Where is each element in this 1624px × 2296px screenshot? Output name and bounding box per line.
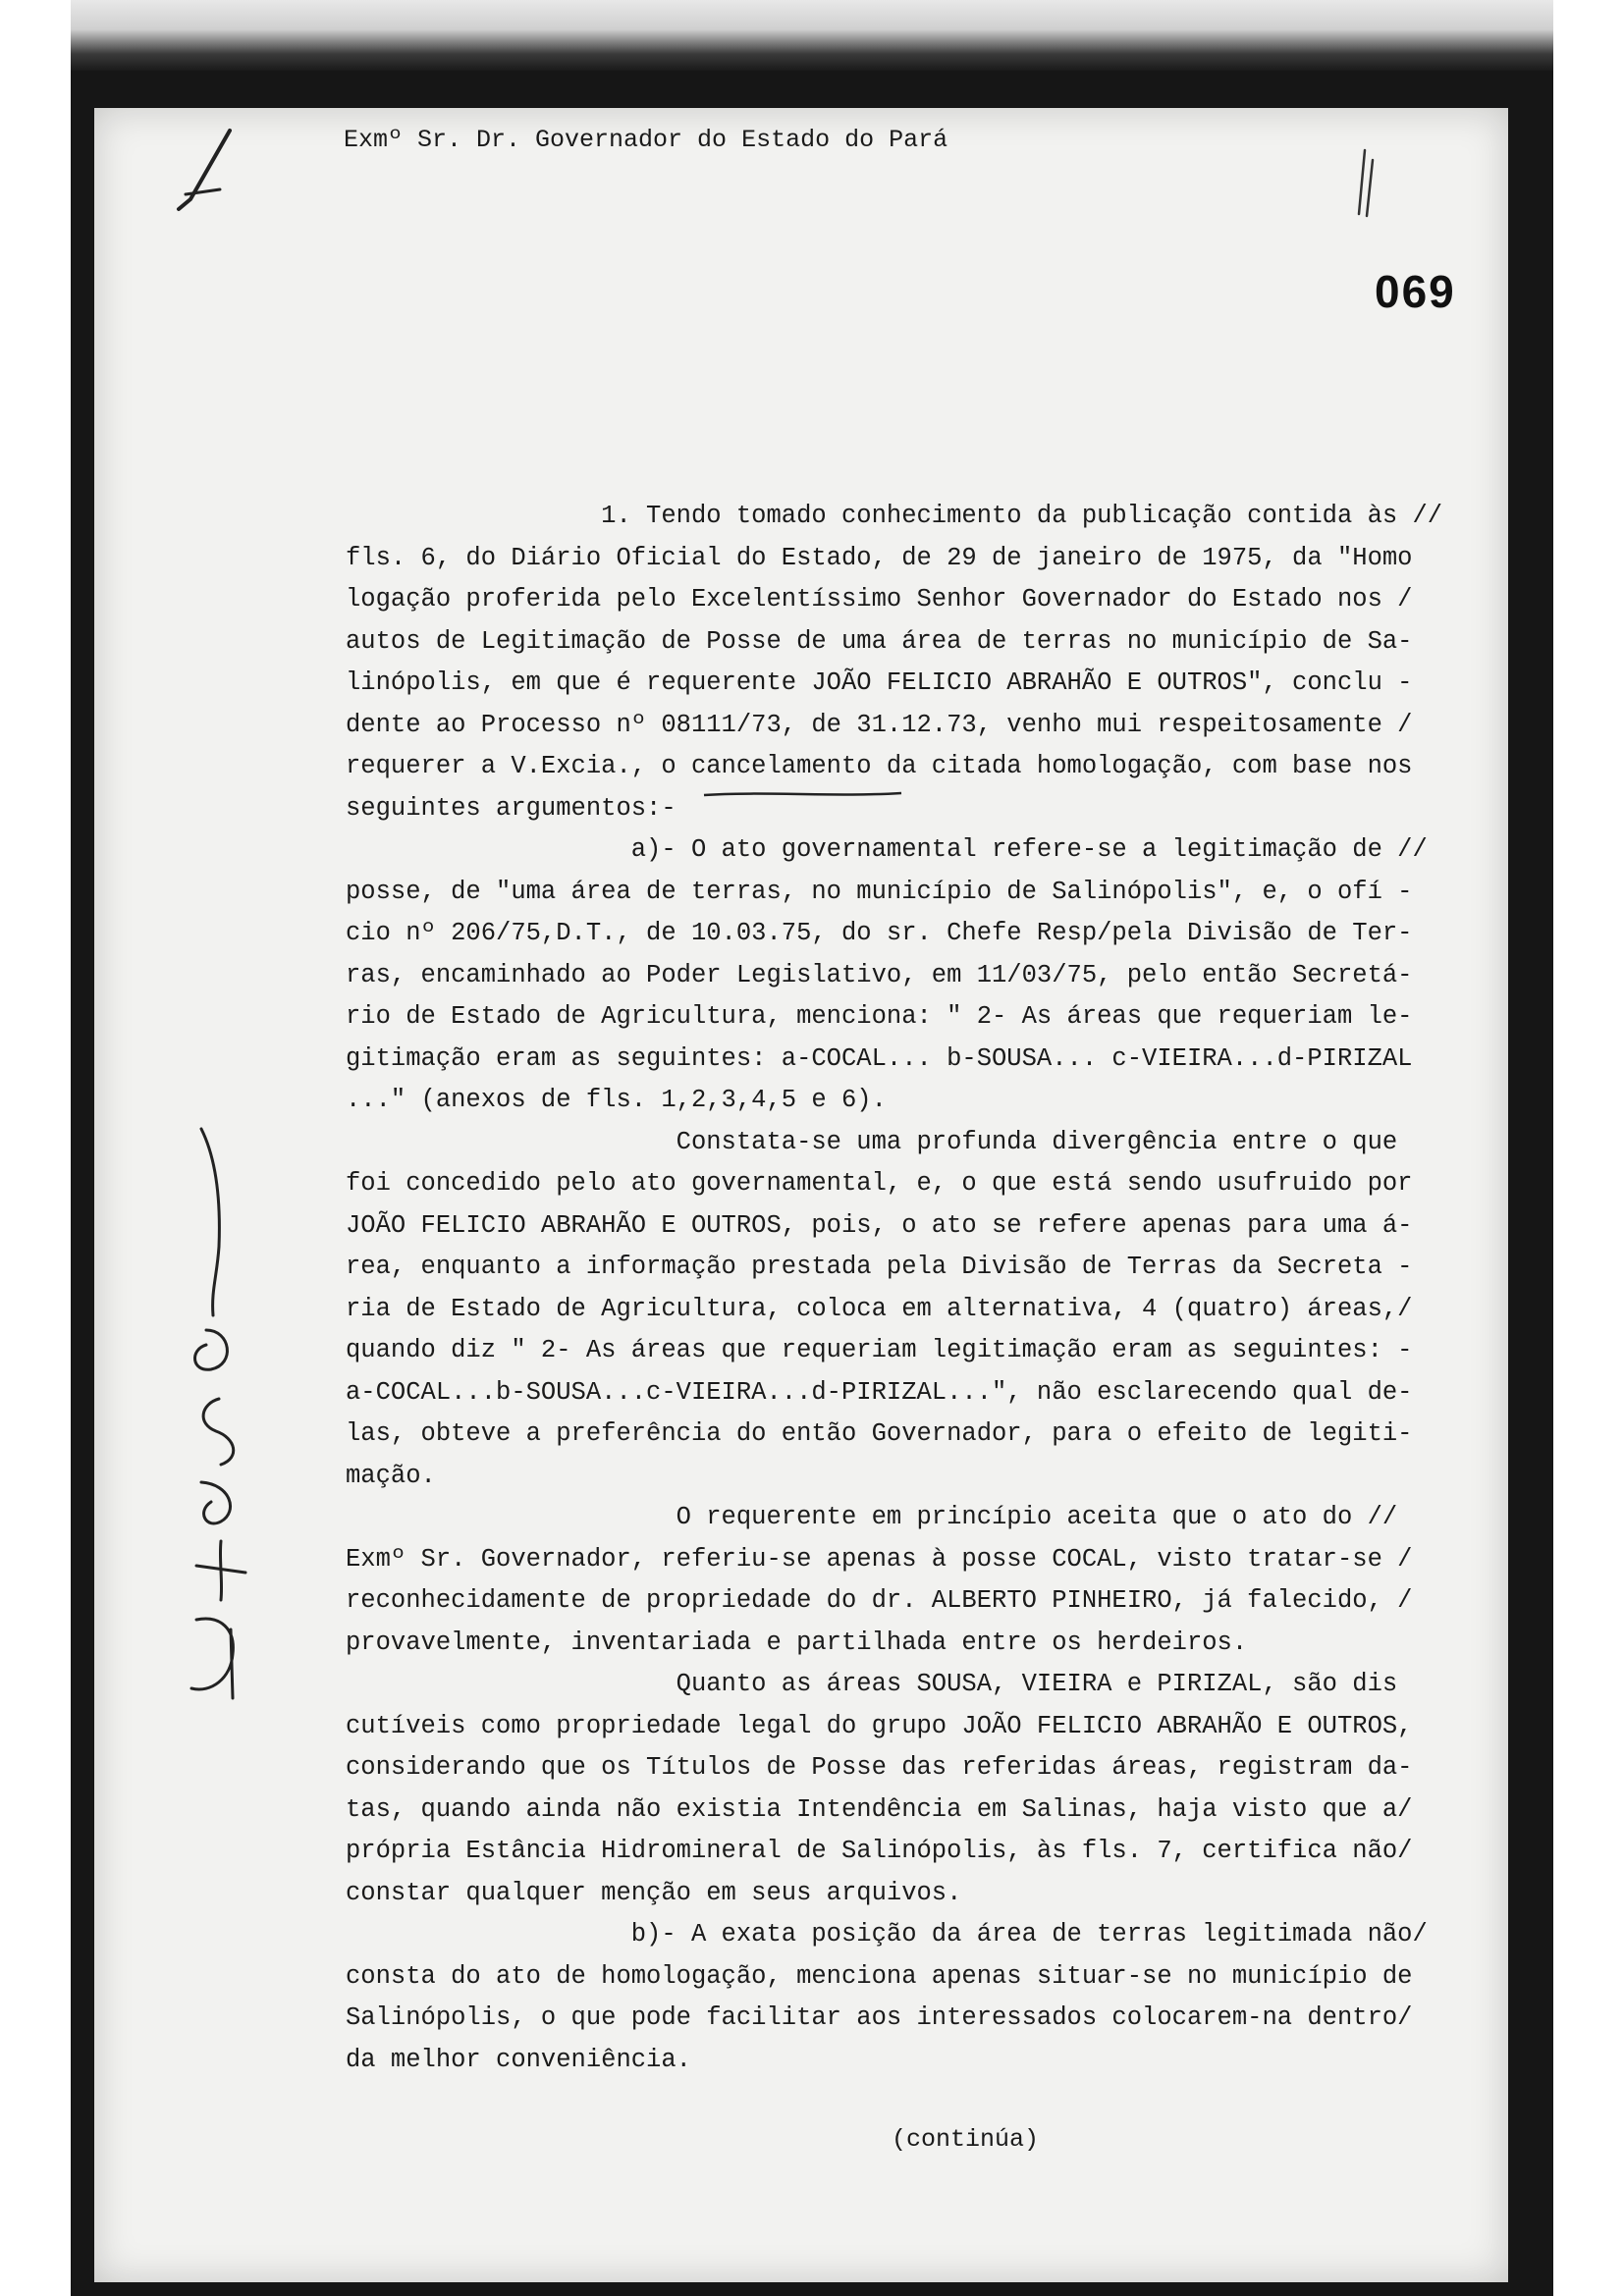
body-line: las, obteve a preferência do então Governador, para o efeito de legiti- <box>346 1419 1413 1448</box>
body-line: JOÃO FELICIO ABRAHÃO E OUTROS, pois, o ato se refere apenas para uma á- <box>346 1210 1413 1240</box>
body-line: Exmº Sr. Governador, referiu-se apenas à posse COCAL, visto tratar-se / <box>346 1544 1413 1574</box>
body-line: a-COCAL...b-SOUSA...c-VIEIRA...d-PIRIZAL...", não esclarecendo qual de- <box>346 1377 1413 1407</box>
body-line: tas, quando ainda não existia Intendência em Salinas, haja visto que a/ <box>346 1794 1413 1824</box>
body-line: ria de Estado de Agricultura, coloca em alternativa, 4 (quatro) áreas,/ <box>346 1294 1413 1323</box>
body-line: autos de Legitimação de Posse de uma área de terras no município de Sa- <box>346 626 1413 656</box>
body-line: posse, de "uma área de terras, no município de Salinópolis", e, o ofí - <box>346 877 1413 906</box>
body-line: constar qualquer menção em seus arquivos. <box>346 1878 962 1907</box>
body-line: 1. Tendo tomado conhecimento da publicação contida às // <box>346 502 1443 530</box>
scan-top-edge <box>71 0 1553 71</box>
body-line: linópolis, em que é requerente JOÃO FELICIO ABRAHÃO E OUTROS", conclu - <box>346 668 1413 697</box>
body-line: seguintes argumentos:- <box>346 793 677 823</box>
check-mark-icon <box>1345 145 1384 224</box>
body-line: considerando que os Títulos de Posse das referidas áreas, registram da- <box>346 1753 1413 1782</box>
body-line: reconhecidamente de propriedade do dr. ALBERTO PINHEIRO, já falecido, / <box>346 1586 1413 1615</box>
body-line: quando diz " 2- As áreas que requeriam legitimação eram as seguintes: - <box>346 1336 1413 1364</box>
body-line: ras, encaminhado ao Poder Legislativo, em 11/03/75, pelo então Secretá- <box>346 960 1413 989</box>
body-line: mação. <box>346 1461 436 1490</box>
body-line: Constata-se uma profunda divergência entre o que <box>346 1127 1398 1156</box>
body-line: rio de Estado de Agricultura, menciona: " 2- As áreas que requeriam le- <box>346 1002 1413 1031</box>
pen-stroke-icon <box>171 126 240 214</box>
body-line: consta do ato de homologação, menciona apenas situar-se no município de <box>346 1961 1413 1991</box>
body-line: cio nº 206/75,D.T., de 10.03.75, do sr. Chefe Resp/pela Divisão de Ter- <box>346 919 1413 947</box>
continuation-note: (continúa) <box>892 2125 1040 2154</box>
body-line: foi concedido pelo ato governamental, e, o que está sendo usufruido por <box>346 1169 1413 1198</box>
addressee-line: Exmº Sr. Dr. Governador do Estado do Pará <box>344 126 948 154</box>
body-line: própria Estância Hidromineral de Salinópolis, às fls. 7, certifica não/ <box>346 1837 1413 1865</box>
body-line: requerer a V.Excia., o cancelamento da citada homologação, com base nos <box>346 752 1413 780</box>
body-line: logação proferida pelo Excelentíssimo Senhor Governador do Estado nos / <box>346 585 1413 614</box>
page-number: 069 <box>1375 266 1456 317</box>
body-line: cutíveis como propriedade legal do grupo JOÃO FELICIO ABRAHÃO E OUTROS, <box>346 1711 1413 1740</box>
body-line: O requerente em princípio aceita que o ato do // <box>346 1503 1398 1531</box>
handwritten-signature <box>162 1119 270 1708</box>
body-line: da melhor conveniência. <box>346 2045 691 2074</box>
body-line: a)- O ato governamental refere-se a legitimação de // <box>346 835 1428 864</box>
body-line: fls. 6, do Diário Oficial do Estado, de 29 de janeiro de 1975, da "Homo <box>346 543 1413 572</box>
body-line: dente ao Processo nº 08111/73, de 31.12.73, venho mui respeitosamente / <box>346 710 1413 739</box>
body-line: ..." (anexos de fls. 1,2,3,4,5 e 6). <box>346 1086 887 1114</box>
body-line: provavelmente, inventariada e partilhada entre os herdeiros. <box>346 1628 1248 1657</box>
body-line: b)- A exata posição da área de terras legitimada não/ <box>346 1920 1428 1949</box>
body-line: rea, enquanto a informação prestada pela Divisão de Terras da Secreta - <box>346 1253 1413 1281</box>
body-line: gitimação eram as seguintes: a-COCAL... b-SOUSA... c-VIEIRA...d-PIRIZAL <box>346 1043 1413 1073</box>
body-line: Quanto as áreas SOUSA, VIEIRA e PIRIZAL, são dis <box>346 1670 1398 1698</box>
body-line: Salinópolis, o que pode facilitar aos interessados colocarem-na dentro/ <box>346 2003 1413 2032</box>
letter-body <box>346 496 1475 2081</box>
handwritten-underline <box>702 790 903 798</box>
